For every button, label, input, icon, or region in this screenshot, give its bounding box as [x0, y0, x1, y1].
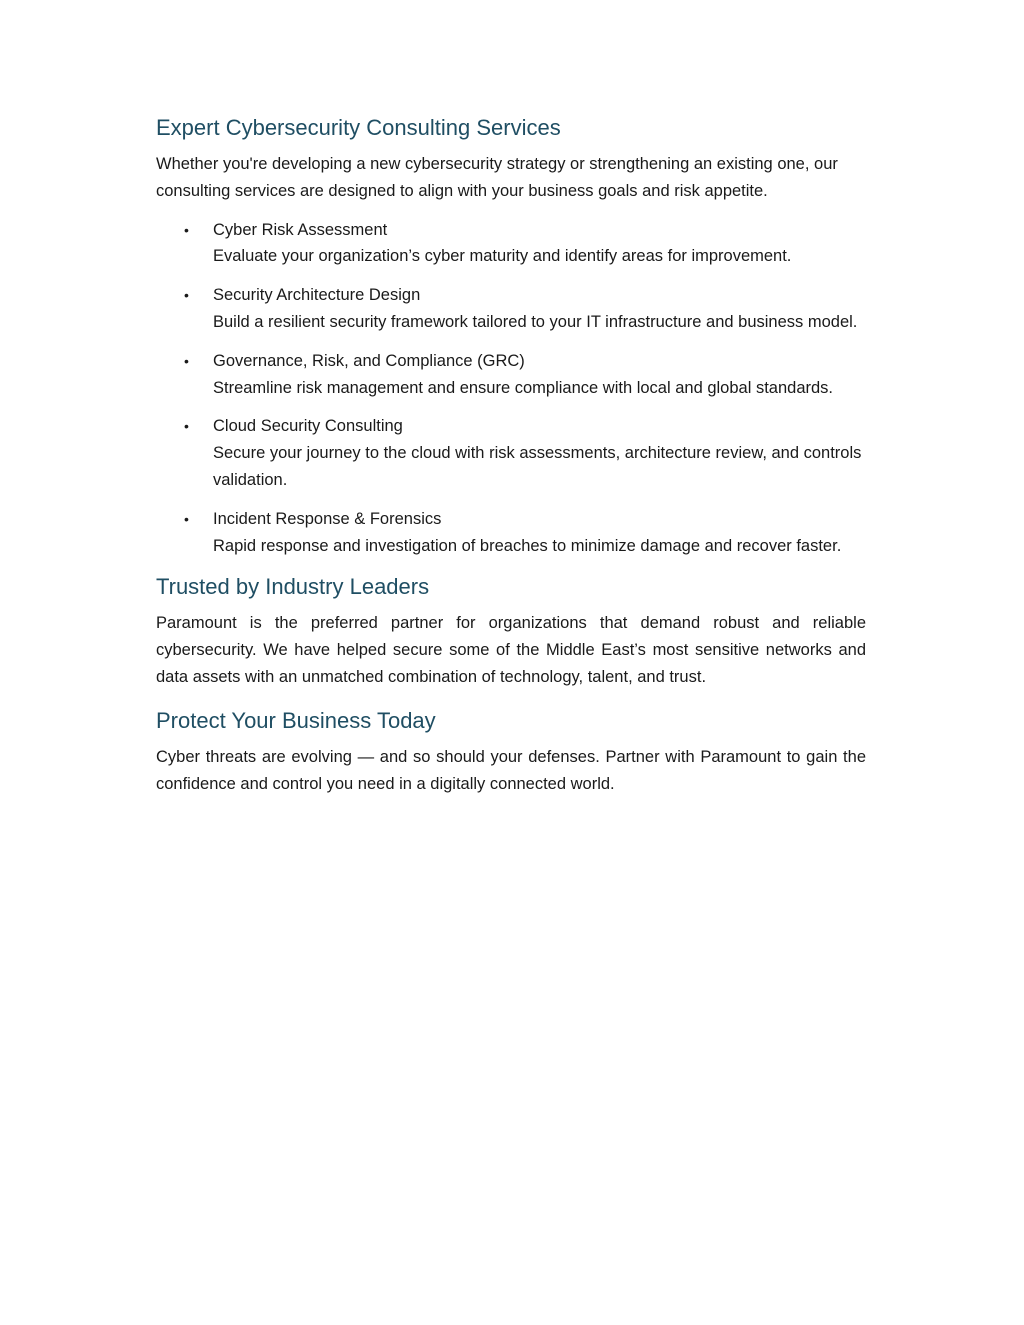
bullet-icon: •	[184, 221, 189, 238]
protect-paragraph: Cyber threats are evolving — and so should your defenses. Partner with Paramount to gain the confidence and control you need in a digitally connected world.	[156, 747, 866, 793]
document-page	[156, 112, 866, 797]
services-list	[156, 217, 866, 560]
service-title: Security Architecture Design	[213, 286, 421, 305]
intro-paragraph: Whether you're developing a new cybersecurity strategy or strengthening an existing one, our consulting services are designed to align with your business goals and risk appetite.	[156, 155, 838, 200]
list-item	[156, 282, 866, 336]
bullet-icon: •	[184, 510, 189, 527]
bullet-icon: •	[184, 352, 189, 369]
bullet-icon: •	[184, 418, 189, 435]
list-item	[156, 506, 866, 560]
list-item	[156, 348, 866, 402]
heading-trusted-by-leaders: Trusted by Industry Leaders	[156, 574, 430, 600]
service-title: Governance, Risk, and Compliance (GRC)	[213, 351, 525, 370]
list-item	[156, 217, 866, 271]
service-description: Secure your journey to the cloud with risk assessments, architecture review, and controls validation.	[213, 444, 862, 489]
service-title: Incident Response & Forensics	[213, 509, 442, 528]
service-description: Streamline risk management and ensure compliance with local and global standards.	[213, 378, 834, 397]
service-title: Cloud Security Consulting	[213, 417, 403, 436]
list-item	[156, 413, 866, 493]
service-description: Build a resilient security framework tailored to your IT infrastructure and business model.	[213, 312, 858, 331]
heading-consulting-services: Expert Cybersecurity Consulting Services	[156, 115, 561, 140]
service-description: Rapid response and investigation of breaches to minimize damage and recover faster.	[213, 536, 842, 555]
service-title: Cyber Risk Assessment	[213, 220, 388, 239]
bullet-icon: •	[184, 287, 189, 304]
service-description: Evaluate your organization’s cyber maturity and identify areas for improvement.	[213, 247, 792, 266]
heading-protect-business: Protect Your Business Today	[156, 707, 436, 733]
trusted-paragraph: Paramount is the preferred partner for organizations that demand robust and reliable cybersecurity. We have helped secure some of the Middle East’s most sensitive networks and data assets with an unmatched combination of technology, talent, and trust.	[156, 614, 866, 686]
